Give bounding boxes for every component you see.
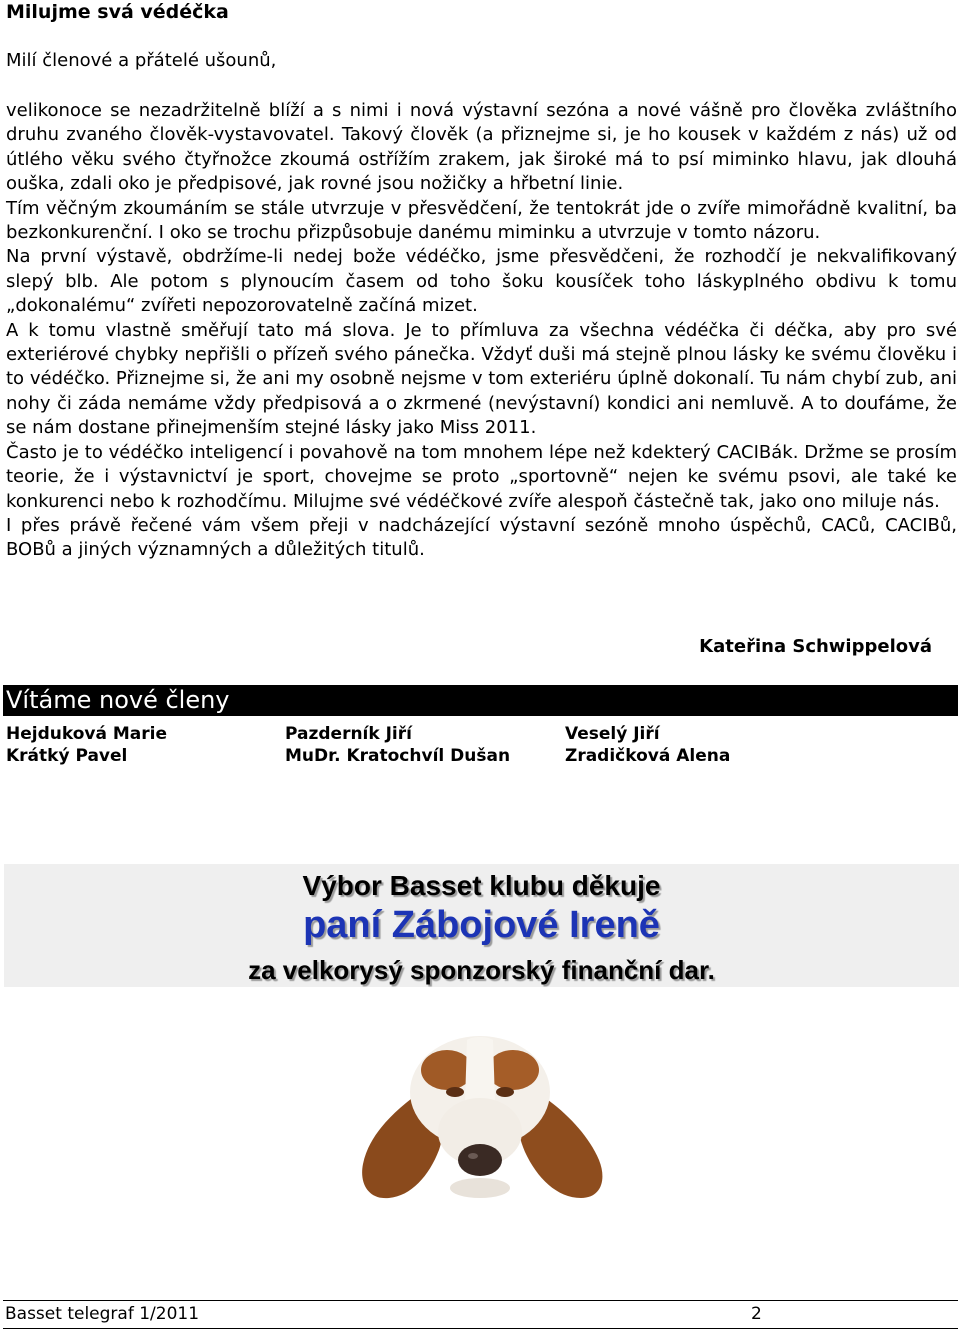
member-name: Zradičková Alena [565, 746, 731, 766]
page-footer [3, 1300, 958, 1329]
dog-nose [458, 1144, 502, 1176]
member-name: Pazderník Jiří [285, 724, 412, 744]
new-members-list [6, 723, 846, 767]
head-patch [421, 1050, 473, 1090]
member-name: Hejduková Marie [6, 724, 167, 744]
article-paragraph: Na první výstavě, obdržíme-li nedej bože védéčko, jsme přesvědčeni, že rozhodčí je nekvalifikovaný slepý blb. Ale potom s plynoucím časem od toho šoku kousíček toho láskyplného obdivu k tomu „dokonalému“ zvířeti nepozorovatelně začíná mizet. [6, 246, 957, 317]
article-paragraph: I přes právě řečené vám všem přeji v nadcházející výstavní sezóně mnoho úspěchů, CACů, CACIBů, BOBů a jiných významných a důležitých titulů. [6, 514, 957, 561]
article-body [6, 99, 957, 563]
dog-paw [450, 1178, 510, 1198]
right-eye [496, 1087, 514, 1097]
article-paragraph: A k tomu vlastně směřují tato má slova. Je to přímluva za všechna védéčka či déčka, aby pro své exteriérové chybky nepřišli o přízeň svého pánečka. Vždyť duši má stejně plnou lásky ke svému člověku i to védéčko. Přiznejme si, že ani my osobně nejsme v tom exteriéru úplně dokonalí. Tu nám chybí zub, ani nohy či záda nemáme vždy předpisová a o zkrmené (nevýstavní) kondici ani nemluvě. A to doufáme, že se nám dostane přinejmenším stejné lásky jako Miss 2011. [6, 319, 957, 439]
basset-hound-image [355, 1012, 615, 1222]
thanks-heading: Výbor Basset klubu děkuje [302, 870, 661, 901]
publication-name: Basset telegraf 1/2011 [5, 1304, 200, 1324]
welcome-title: Vítáme nové členy [6, 686, 230, 714]
nose-highlight [468, 1153, 478, 1159]
article-title: Milujme svá védéčka [6, 1, 229, 23]
sponsor-thanks-box [4, 864, 959, 987]
member-name: Veselý Jiří [565, 724, 660, 744]
article-paragraph: velikonoce se nezadržitelně blíží a s nimi i nová výstavní sezóna a nové vášně pro člověka zvláštního druhu zvaného člověk-vystavovatel. Takový člověk (a přiznejme si, je ho kousek v každém z nás) už od útlého věku svého čtyřnožce zkoumá ostřížím zrakem, jak široké má to psí miminko hlavu, jak dlouhá ouška, zdali oko je předpisové, jak rovné jsou nožičky a hřbetní linie. [6, 100, 957, 195]
article-paragraph: Tím věčným zkoumáním se stále utvrzuje v přesvědčení, že tentokrát jde o zvíře mimořádně kvalitní, ba bezkonkurenční. I oko se trochu přizpůsobuje danému miminku a utvrzuje v tomto názoru. [6, 197, 957, 244]
member-name: MuDr. Kratochvíl Dušan [285, 746, 511, 766]
article-paragraph: Často je to védéčko inteligencí i povahově na tom mnohem lépe než kdekterý CACIBák. Držme se prosím teorie, že i výstavnictví je sport, chovejme se proto „sportovně“ nejen ke svému psovi, ale také ke konkurenci nebo k rozhodčímu. Milujme své védéčkové zvíře alespoň částečně tak, jako ono miluje nás. [6, 441, 957, 512]
page-number: 2 [751, 1304, 762, 1324]
member-name: Krátký Pavel [6, 746, 128, 766]
left-eye [446, 1087, 464, 1097]
sponsor-name: paní Zábojové Ireně [303, 904, 660, 946]
author-signature: Kateřina Schwippelová [699, 636, 932, 657]
welcome-section-header [3, 685, 958, 716]
thanks-reason: za velkorysý sponzorský finanční dar. [248, 955, 715, 985]
article-greeting: Milí členové a přátelé ušounů, [6, 50, 277, 71]
head-patch [487, 1050, 539, 1090]
face-blaze [465, 1037, 495, 1102]
